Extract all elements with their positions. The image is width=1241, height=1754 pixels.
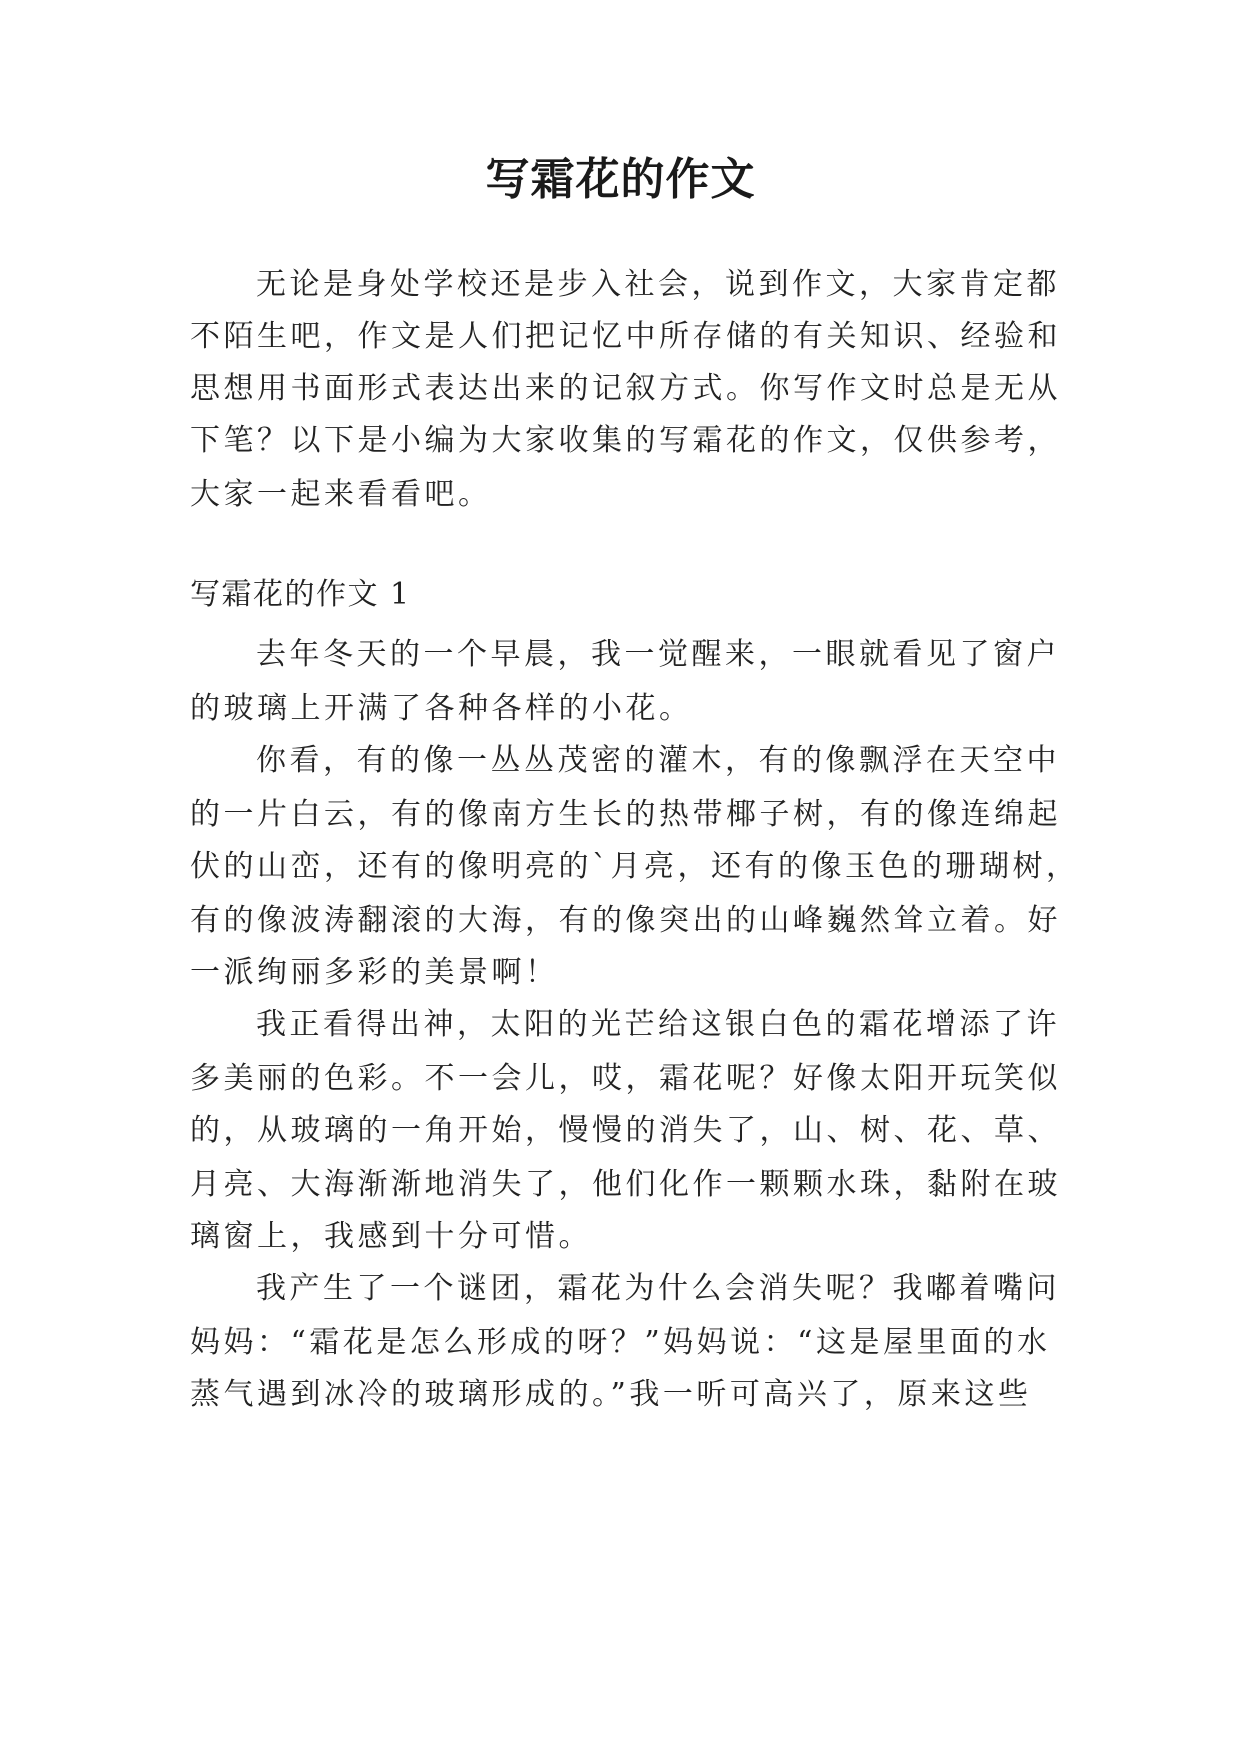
body-line: 多美丽的色彩。不一会儿，哎，霜花呢？好像太阳开玩笑似: [190, 1061, 1061, 1096]
body-line: 一派绚丽多彩的美景啊！: [190, 955, 559, 990]
section-heading: 写霜花的作文 1: [190, 577, 411, 612]
body-line: 的，从玻璃的一角开始，慢慢的消失了，山、树、花、草、: [190, 1113, 1061, 1148]
intro-line: 不陌生吧，作文是人们把记忆中所存储的有关知识、经验和: [190, 319, 1061, 354]
body-line: 妈妈：“霜花是怎么形成的呀？”妈妈说：“这是屋里面的水: [190, 1325, 1051, 1360]
body-line: 你看，有的像一丛丛茂密的灌木，有的像飘浮在天空中: [256, 743, 1060, 778]
body-line: 的一片白云，有的像南方生长的热带椰子树，有的像连绵起: [190, 797, 1061, 832]
intro-line: 大家一起来看看吧。: [190, 477, 492, 512]
body-line: 的玻璃上开满了各种各样的小花。: [190, 691, 693, 726]
document-title: 写霜花的作文: [485, 154, 756, 205]
intro-line: 无论是身处学校还是步入社会，说到作文，大家肯定都: [256, 267, 1060, 302]
body-line: 有的像波涛翻滚的大海，有的像突出的山峰巍然耸立着。好: [190, 903, 1061, 938]
body-line: 璃窗上，我感到十分可惜。: [190, 1219, 592, 1254]
body-line: 我正看得出神，太阳的光芒给这银白色的霜花增添了许: [256, 1007, 1060, 1042]
body-line: 月亮、大海渐渐地消失了，他们化作一颗颗水珠，黏附在玻: [190, 1167, 1061, 1202]
intro-line: 思想用书面形式表达出来的记叙方式。你写作文时总是无从: [190, 371, 1061, 406]
body-line: 伏的山峦，还有的像明亮的`月亮，还有的像玉色的珊瑚树，: [190, 849, 1080, 884]
body-line: 蒸气遇到冰冷的玻璃形成的。”我一听可高兴了，原来这些: [190, 1377, 1032, 1412]
body-line: 我产生了一个谜团，霜花为什么会消失呢？我嘟着嘴问: [256, 1271, 1060, 1306]
body-line: 去年冬天的一个早晨，我一觉醒来，一眼就看见了窗户: [256, 637, 1060, 672]
intro-line: 下笔？以下是小编为大家收集的写霜花的作文，仅供参考，: [190, 423, 1061, 458]
